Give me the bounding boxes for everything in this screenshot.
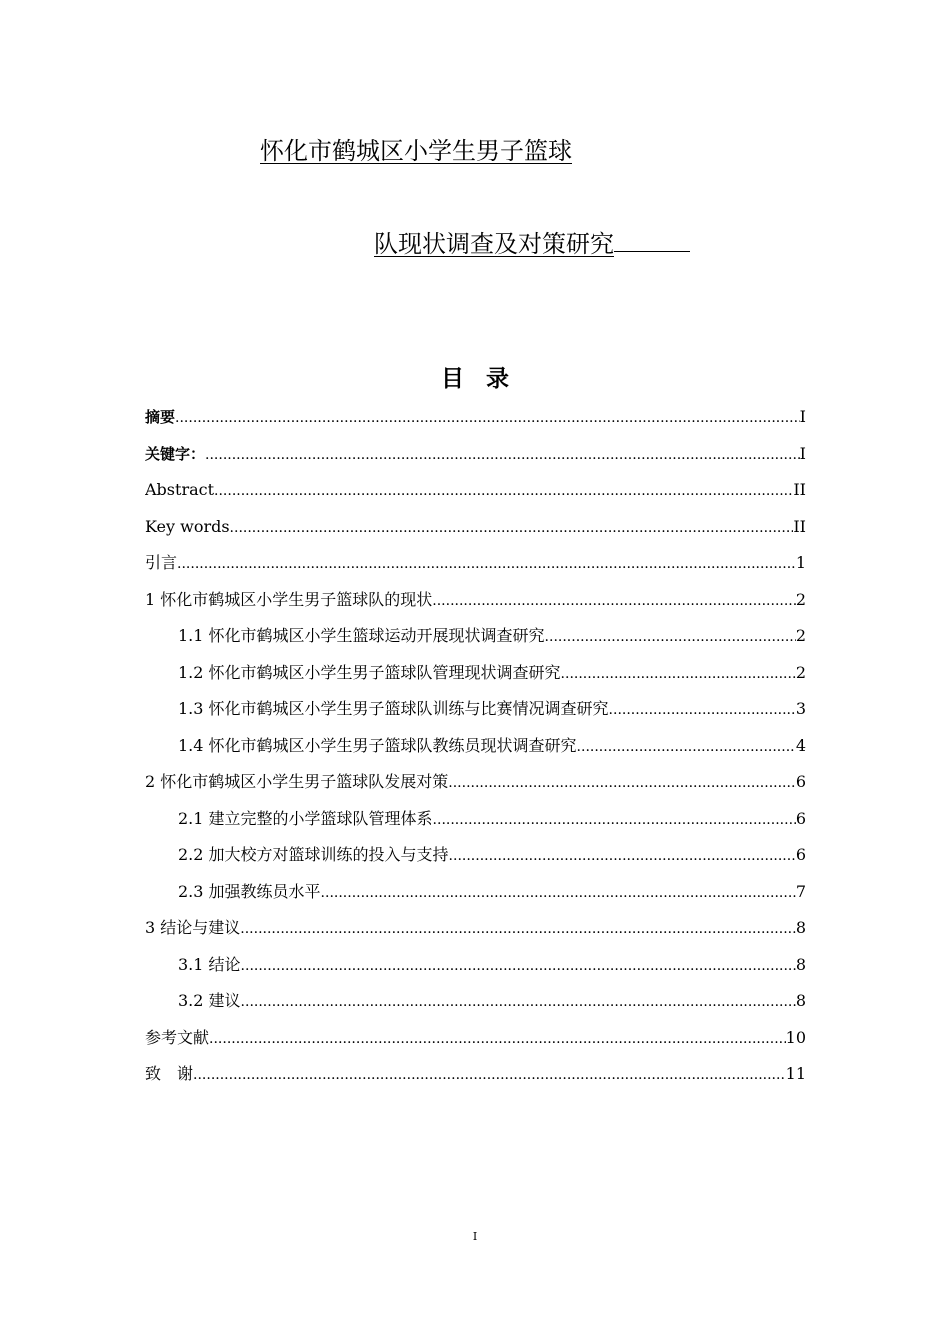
page-number: I bbox=[472, 1230, 478, 1243]
toc-entry-label: 1.4 怀化市鹤城区小学生男子篮球队教练员现状调查研究 bbox=[178, 735, 577, 755]
toc-entry-page: 4 bbox=[795, 735, 806, 755]
toc-entry-page: 8 bbox=[795, 954, 806, 974]
toc-entry-label: 1.1 怀化市鹤城区小学生篮球运动开展现状调查研究 bbox=[178, 626, 545, 645]
toc-entry-page: 7 bbox=[795, 881, 806, 901]
toc-entry-label: 摘要 bbox=[145, 408, 176, 426]
toc-heading: 目录 bbox=[441, 366, 531, 392]
toc-entry-page: 8 bbox=[795, 991, 806, 1010]
toc-entry-page: 6 bbox=[795, 845, 806, 864]
toc-entry-label: Abstract bbox=[145, 480, 215, 499]
toc-entry-label: 1.2 怀化市鹤城区小学生男子篮球队管理现状调查研究 bbox=[178, 662, 561, 682]
toc-entry-page: 1 bbox=[795, 553, 806, 572]
toc-dot-leader bbox=[432, 583, 796, 619]
toc-entry[interactable] bbox=[145, 582, 806, 619]
toc-dot-leader bbox=[433, 802, 796, 838]
toc-entry-page: 6 bbox=[795, 808, 806, 828]
toc-entry-page: II bbox=[793, 480, 806, 499]
toc-entry-page: II bbox=[793, 516, 806, 536]
toc-dot-leader bbox=[321, 875, 796, 911]
toc-entry[interactable] bbox=[145, 983, 806, 1020]
toc-entry[interactable] bbox=[145, 509, 806, 546]
toc-dot-leader bbox=[209, 1021, 786, 1057]
toc-entry-page: 3 bbox=[795, 699, 806, 718]
toc-dot-leader bbox=[241, 948, 796, 984]
toc-dot-leader bbox=[577, 729, 796, 765]
toc-entry-label: Key words bbox=[145, 516, 230, 536]
document-title-line-1: 怀化市鹤城区小学生男子篮球 bbox=[260, 137, 572, 165]
toc-entry[interactable] bbox=[145, 1056, 806, 1093]
toc-entry[interactable] bbox=[145, 691, 806, 728]
toc-entry-label: 2 怀化市鹤城区小学生男子篮球队发展对策 bbox=[145, 772, 449, 791]
toc-dot-leader bbox=[240, 911, 796, 947]
document-title-line-2-text: 队现状调查及对策研究 bbox=[374, 230, 614, 258]
toc-entry-label: 1.3 怀化市鹤城区小学生男子篮球队训练与比赛情况调查研究 bbox=[178, 699, 609, 718]
toc-entry[interactable] bbox=[145, 1020, 806, 1057]
toc-entry-page: 2 bbox=[795, 589, 806, 609]
toc-dot-leader bbox=[230, 510, 794, 546]
toc-dot-leader bbox=[561, 656, 796, 692]
toc-entry[interactable] bbox=[145, 764, 806, 801]
toc-entry-label: 3 结论与建议 bbox=[145, 918, 241, 937]
toc-dot-leader bbox=[545, 619, 796, 655]
title-underline-gap bbox=[614, 229, 690, 252]
toc-entry[interactable] bbox=[145, 874, 806, 911]
toc-entry-label: 关键字： bbox=[145, 444, 206, 463]
toc-entry[interactable] bbox=[145, 655, 806, 692]
toc-entry[interactable] bbox=[145, 728, 806, 765]
toc-entry-label: 1 怀化市鹤城区小学生男子篮球队的现状 bbox=[145, 589, 433, 609]
toc-entry-page: 8 bbox=[795, 918, 806, 937]
toc-entry[interactable] bbox=[145, 472, 806, 509]
toc-entry-page: I bbox=[799, 443, 806, 463]
toc-dot-leader bbox=[205, 437, 800, 473]
toc-entry-page: 2 bbox=[795, 662, 806, 682]
toc-entry-page: I bbox=[799, 407, 806, 426]
toc-dot-leader bbox=[241, 984, 796, 1020]
toc-dot-leader bbox=[175, 400, 800, 436]
toc-entry-page: 2 bbox=[795, 626, 806, 645]
toc-dot-leader bbox=[449, 838, 796, 874]
table-of-contents bbox=[145, 399, 806, 1093]
toc-dot-leader bbox=[193, 1057, 786, 1093]
toc-dot-leader bbox=[448, 765, 796, 801]
toc-entry[interactable] bbox=[145, 545, 806, 582]
toc-entry-label: 2.3 加强教练员水平 bbox=[178, 881, 321, 901]
toc-entry-label: 3.2 建议 bbox=[178, 991, 241, 1010]
toc-entry-label: 2.1 建立完整的小学篮球队管理体系 bbox=[178, 808, 433, 828]
toc-entry-label: 参考文献 bbox=[145, 1027, 210, 1047]
toc-entry-label: 引言 bbox=[145, 553, 178, 572]
toc-entry-page: 10 bbox=[785, 1027, 806, 1047]
toc-entry-label: 致 谢 bbox=[145, 1064, 194, 1083]
toc-dot-leader bbox=[609, 692, 796, 728]
toc-entry[interactable] bbox=[145, 910, 806, 947]
toc-dot-leader bbox=[177, 546, 796, 582]
toc-entry[interactable] bbox=[145, 837, 806, 874]
document-title-line-2 bbox=[374, 229, 690, 259]
toc-entry[interactable] bbox=[145, 947, 806, 984]
toc-entry[interactable] bbox=[145, 399, 806, 436]
toc-entry[interactable] bbox=[145, 801, 806, 838]
toc-entry-page: 11 bbox=[785, 1064, 806, 1083]
toc-entry[interactable] bbox=[145, 618, 806, 655]
toc-entry-label: 2.2 加大校方对篮球训练的投入与支持 bbox=[178, 845, 449, 864]
toc-entry[interactable] bbox=[145, 436, 806, 473]
toc-dot-leader bbox=[214, 473, 793, 509]
toc-entry-page: 6 bbox=[795, 772, 806, 791]
toc-entry-label: 3.1 结论 bbox=[178, 954, 241, 974]
